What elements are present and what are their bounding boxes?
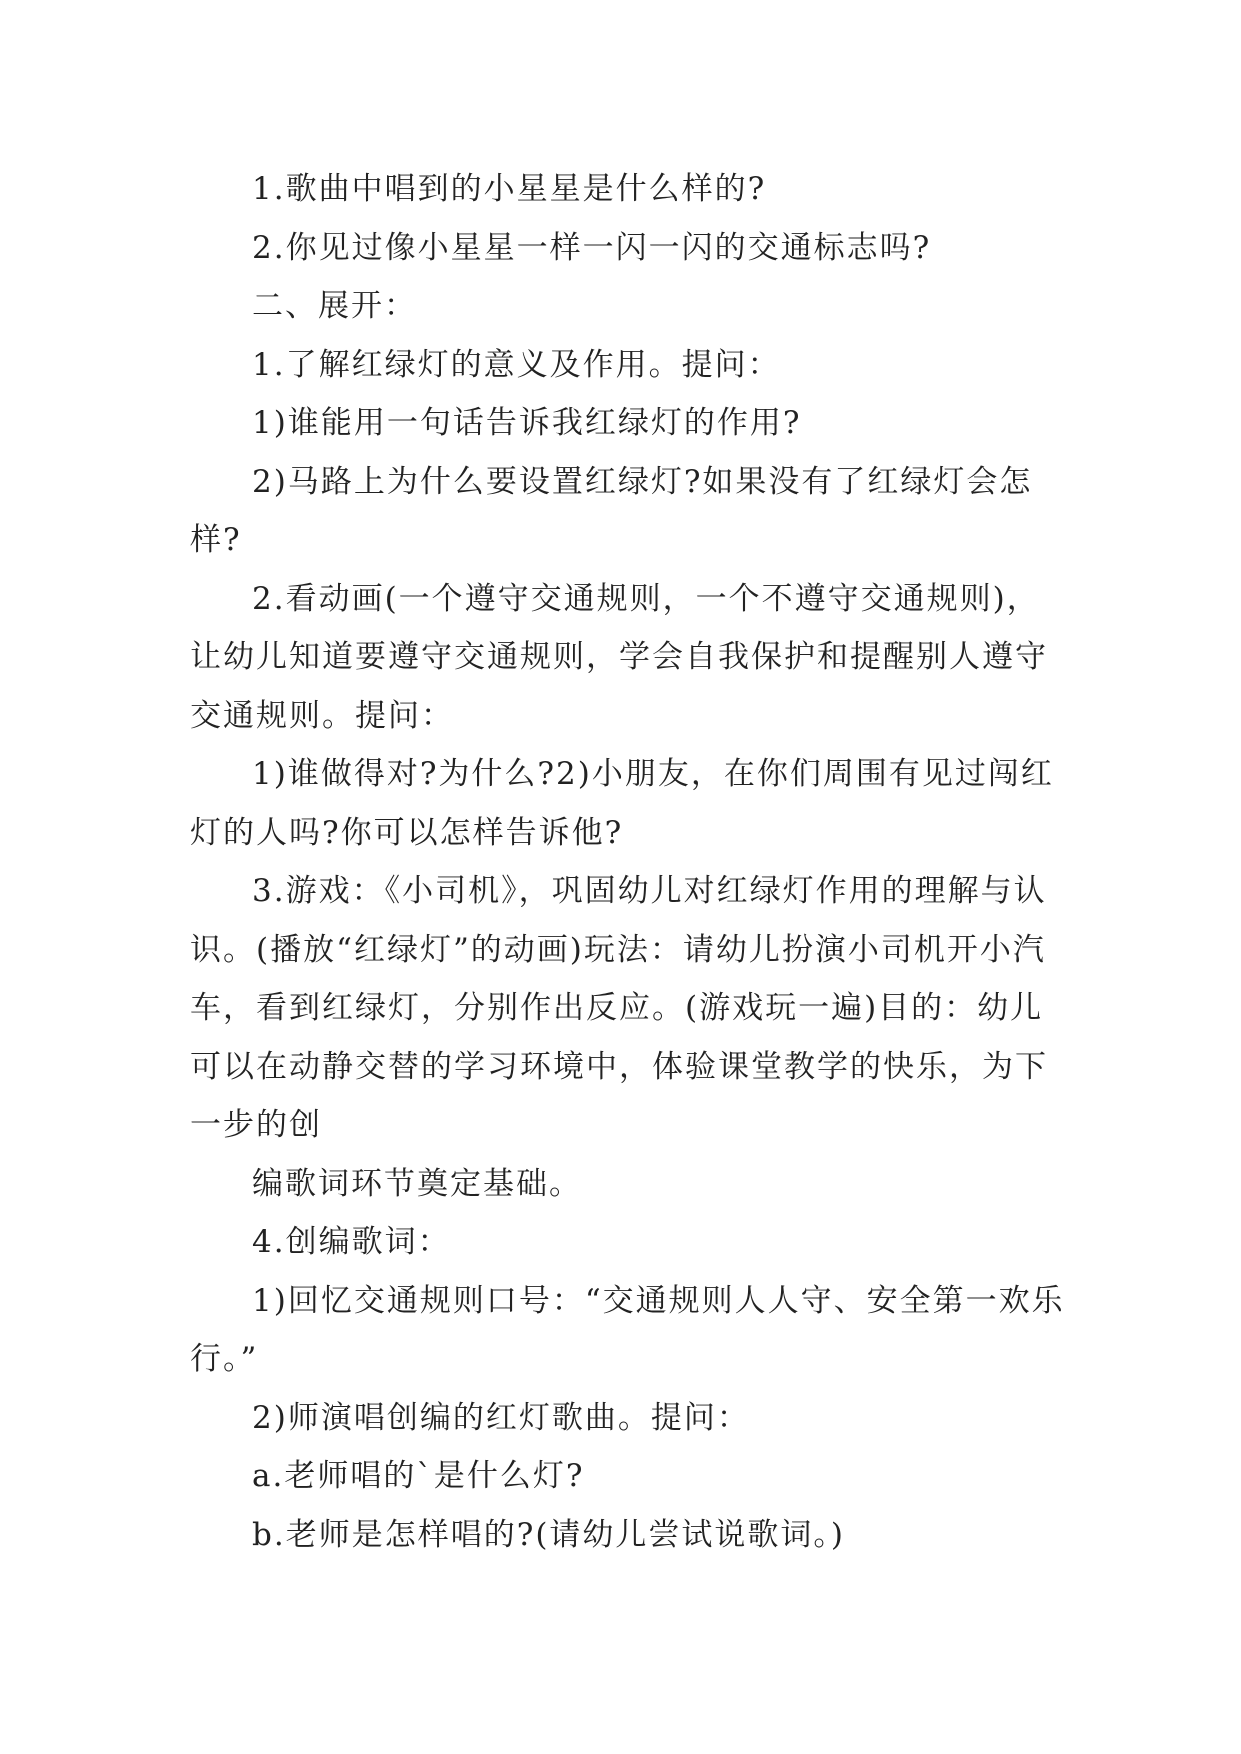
paragraph: 1.了解红绿灯的意义及作用。提问： [252,346,781,383]
paragraph: 编歌词环节奠定基础。 [252,1165,582,1202]
paragraph: b.老师是怎样唱的?(请幼儿尝试说歌词。) [252,1516,846,1553]
document-body [190,160,1070,1564]
paragraph: 1.歌曲中唱到的小星星是什么样的? [252,171,767,207]
paragraph: 1)回忆交通规则口号：“交通规则人人守、安全第一欢乐行。” [190,1282,1065,1377]
paragraph: 2.看动画(一个遵守交通规则，一个不遵守交通规则)，让幼儿知道要遵守交通规则，学会自我保护和提醒别人遵守交通规则。提问： [190,580,1048,734]
section-heading: 二、展开： [252,288,417,324]
paragraph: 1)谁做得对?为什么?2)小朋友，在你们周围有见过闯红灯的人吗?你可以怎样告诉他? [190,756,1054,851]
paragraph: 2)马路上为什么要设置红绿灯?如果没有了红绿灯会怎样? [190,463,1033,558]
paragraph: 2)师演唱创编的红灯歌曲。提问： [252,1399,750,1436]
paragraph: a.老师唱的`是什么灯? [252,1458,585,1494]
paragraph: 1)谁能用一句话告诉我红绿灯的作用? [252,405,802,441]
paragraph: 4.创编歌词： [252,1224,451,1260]
paragraph: 2.你见过像小星星一样一闪一闪的交通标志吗? [252,229,932,266]
paragraph: 3.游戏：《小司机》，巩固幼儿对红绿灯作用的理解与认识。(播放“红绿灯”的动画)玩法：请幼儿扮演小司机开小汽车，看到红绿灯，分别作出反应。(游戏玩一遍)目的：幼儿可以在动静交替的学习环境中，体验课堂教学的快乐，为下一步的创 [190,873,1048,1143]
